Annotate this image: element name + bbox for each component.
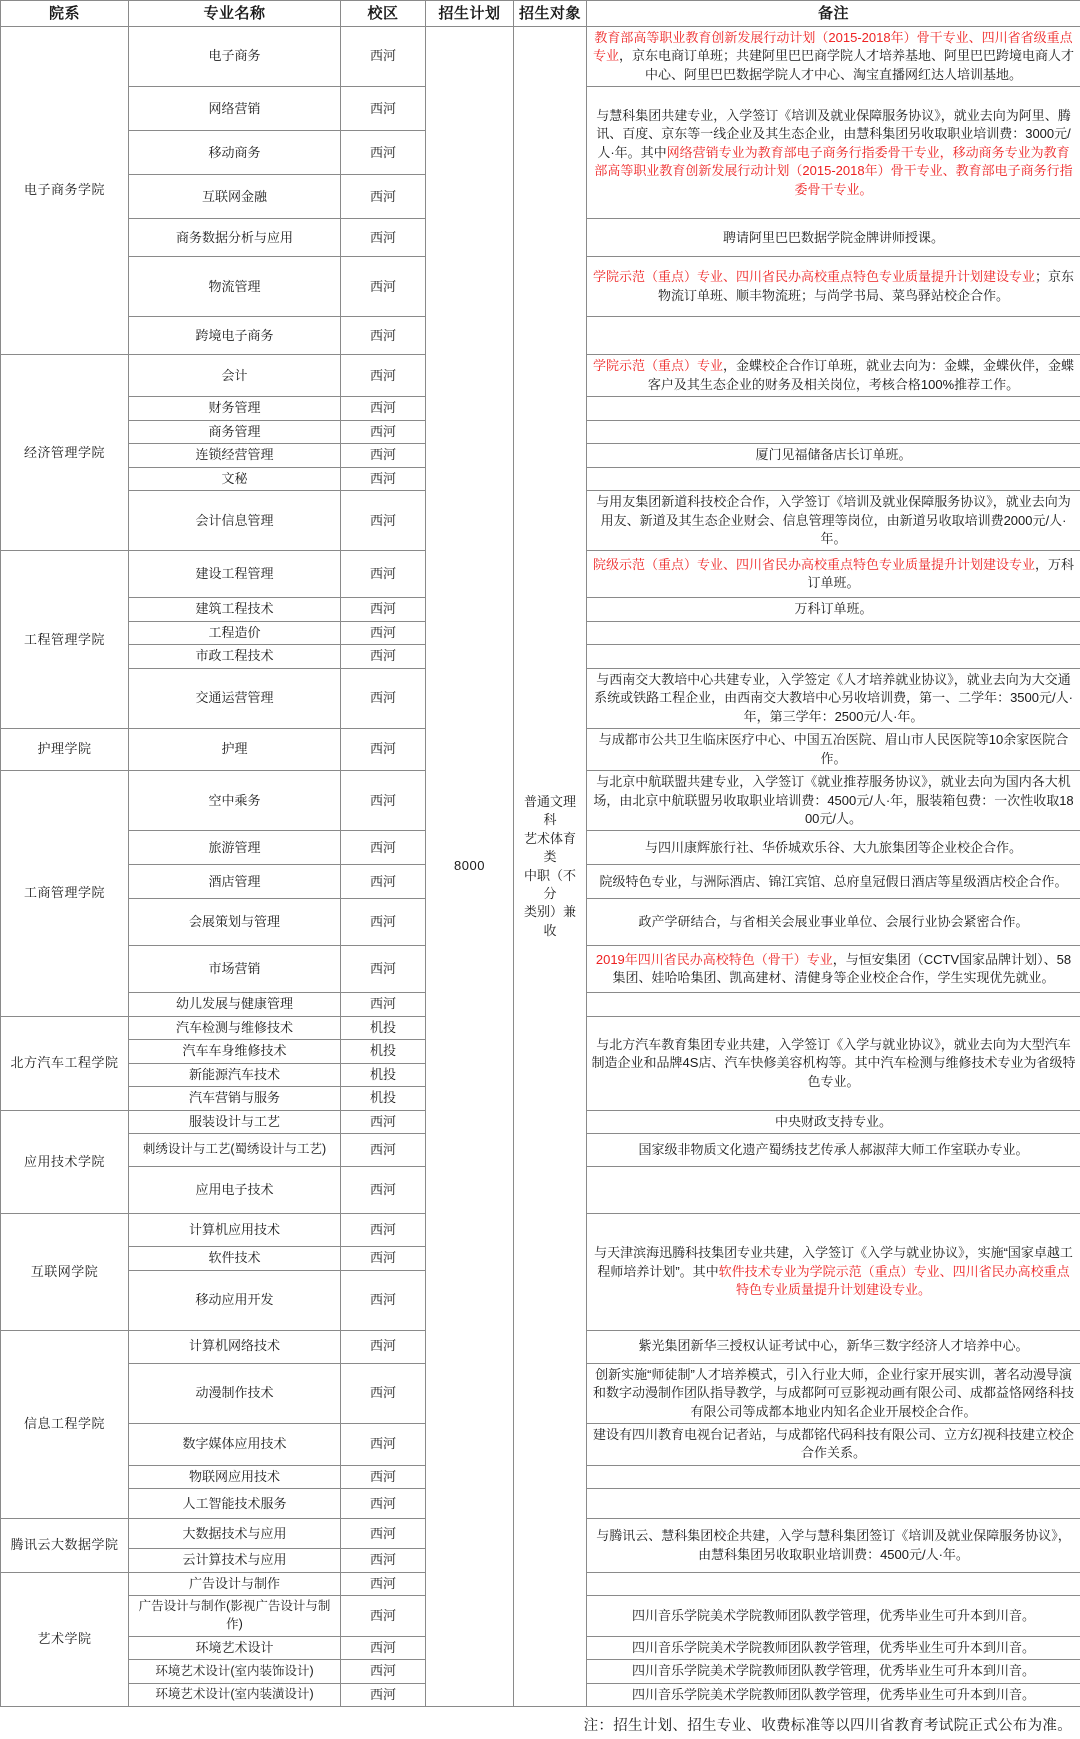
campus-cell: 西河 xyxy=(341,1489,426,1519)
department-cell: 腾讯云大数据学院 xyxy=(1,1519,129,1572)
campus-cell: 西河 xyxy=(341,899,426,946)
remark-text: ，金蝶校企合作订单班，就业去向为：金蝶，金蝶伙伴，金蝶客户及其生态企业的财务及相关岗位，考核合格100%推荐工作。 xyxy=(648,358,1074,391)
major-cell: 汽车车身维修技术 xyxy=(129,1040,341,1063)
major-cell: 物流管理 xyxy=(129,257,341,317)
campus-cell: 西河 xyxy=(341,131,426,175)
table-row xyxy=(1,27,1080,87)
campus-cell: 西河 xyxy=(341,1465,426,1488)
major-cell: 环境艺术设计 xyxy=(129,1636,341,1659)
remark-text: 紫光集团新华三授权认证考试中心，新华三数字经济人才培养中心。 xyxy=(638,1338,1028,1353)
remark-text: 与西南交大教培中心共建专业，入学签定《人才培养就业协议》，就业去向为大交通系统或铁路工程企业，由西南交大教培中心另收培训费，第一、二学年：3500元/人·年，第三学年：2500元/人·年。 xyxy=(594,672,1073,724)
remark-cell xyxy=(587,1110,1080,1133)
remark-cell xyxy=(587,87,1080,219)
major-cell: 建筑工程技术 xyxy=(129,598,341,621)
major-cell: 网络营销 xyxy=(129,87,341,131)
remark-text: 国家级非物质文化遗产蜀绣技艺传承人郝淑萍大师工作室联办专业。 xyxy=(638,1142,1028,1157)
major-cell: 空中乘务 xyxy=(129,771,341,831)
col-header-plan: 招生计划 xyxy=(426,1,514,27)
campus-cell: 西河 xyxy=(341,551,426,598)
campus-cell: 西河 xyxy=(341,1247,426,1270)
campus-cell: 西河 xyxy=(341,1519,426,1549)
remark-text: 四川音乐学院美术学院教师团队教学管理，优秀毕业生可升本到川音。 xyxy=(632,1663,1035,1678)
remark-cell xyxy=(587,467,1080,490)
remark-cell xyxy=(587,645,1080,668)
remark-text: 与北方汽车教育集团专业共建，入学签订《入学与就业协议》，就业去向为大型汽车制造企业和品牌4S店、汽车快修美容机构等。其中汽车检测与维修技术专业为省级特色专业。 xyxy=(592,1037,1076,1089)
remark-text: 中央财政支持专业。 xyxy=(775,1114,892,1129)
remark-text: 聘请阿里巴巴数据学院金牌讲师授课。 xyxy=(723,230,944,245)
major-cell: 应用电子技术 xyxy=(129,1167,341,1214)
remark-highlight-text: 软件技术专业为学院示范（重点）专业、四川省民办高校重点特色专业质量提升计划建设专业。 xyxy=(719,1264,1070,1297)
remark-cell xyxy=(587,1423,1080,1465)
major-cell: 计算机应用技术 xyxy=(129,1214,341,1247)
remark-highlight-text: 教育部高等职业教育创新发展行动计划（2015-2018年）骨干专业、四川省省级重点专业 xyxy=(593,30,1073,63)
remark-cell xyxy=(587,1489,1080,1519)
major-cell: 会展策划与管理 xyxy=(129,899,341,946)
campus-cell: 西河 xyxy=(341,1683,426,1706)
campus-cell: 机投 xyxy=(341,1016,426,1039)
remark-cell xyxy=(587,771,1080,831)
campus-cell: 西河 xyxy=(341,87,426,131)
department-cell: 互联网学院 xyxy=(1,1214,129,1330)
campus-cell: 西河 xyxy=(341,1110,426,1133)
header-row xyxy=(1,1,1080,27)
remark-cell xyxy=(587,1330,1080,1363)
major-cell: 人工智能技术服务 xyxy=(129,1489,341,1519)
remark-highlight-text: 学院示范（重点）专业 xyxy=(593,358,723,373)
campus-cell: 西河 xyxy=(341,1660,426,1683)
remark-cell xyxy=(587,355,1080,397)
campus-cell: 西河 xyxy=(341,1330,426,1363)
remark-text: 建设有四川教育电视台记者站，与成都铭代码科技有限公司、立方幻视科技建立校企合作关系。 xyxy=(593,1427,1074,1460)
campus-cell: 西河 xyxy=(341,491,426,551)
enrollment-target-cell xyxy=(514,27,587,1707)
major-cell: 移动应用开发 xyxy=(129,1270,341,1330)
remark-text: 与四川康辉旅行社、华侨城欢乐谷、大九旅集团等企业校企合作。 xyxy=(645,840,1022,855)
remark-text: 与成都市公共卫生临床医疗中心、中国五冶医院、眉山市人民医院等10余家医院合作。 xyxy=(599,732,1068,765)
campus-cell: 西河 xyxy=(341,668,426,728)
campus-cell: 西河 xyxy=(341,771,426,831)
remark-highlight-text: 学院示范（重点）专业、四川省民办高校重点特色专业质量提升计划建设专业 xyxy=(593,269,1035,284)
remark-text: 四川音乐学院美术学院教师团队教学管理，优秀毕业生可升本到川音。 xyxy=(632,1640,1035,1655)
remark-cell xyxy=(587,899,1080,946)
major-cell: 建设工程管理 xyxy=(129,551,341,598)
remark-cell xyxy=(587,598,1080,621)
major-cell: 刺绣设计与工艺(蜀绣设计与工艺) xyxy=(129,1134,341,1167)
remark-text: 万科订单班。 xyxy=(794,601,872,616)
remark-cell xyxy=(587,1596,1080,1637)
major-cell: 服装设计与工艺 xyxy=(129,1110,341,1133)
col-header-department: 院系 xyxy=(1,1,129,27)
col-header-campus: 校区 xyxy=(341,1,426,27)
major-cell: 云计算技术与应用 xyxy=(129,1549,341,1572)
major-cell: 连锁经营管理 xyxy=(129,444,341,467)
remark-cell xyxy=(587,219,1080,257)
campus-cell: 西河 xyxy=(341,598,426,621)
campus-cell: 西河 xyxy=(341,467,426,490)
major-cell: 汽车营销与服务 xyxy=(129,1087,341,1110)
campus-cell: 西河 xyxy=(341,257,426,317)
major-cell: 会计信息管理 xyxy=(129,491,341,551)
major-cell: 市场营销 xyxy=(129,946,341,993)
campus-cell: 西河 xyxy=(341,946,426,993)
table-body xyxy=(1,27,1080,1707)
campus-cell: 西河 xyxy=(341,1270,426,1330)
remark-text: 与腾讯云、慧科集团校企共建，入学与慧科集团签订《培训及就业保障服务协议》，由慧科集团另收取职业培训费：4500元/人·年。 xyxy=(596,1528,1071,1561)
campus-cell: 西河 xyxy=(341,1423,426,1465)
col-header-target: 招生对象 xyxy=(514,1,587,27)
major-cell: 商务管理 xyxy=(129,420,341,443)
major-cell: 软件技术 xyxy=(129,1247,341,1270)
remark-cell xyxy=(587,1167,1080,1214)
col-header-major: 专业名称 xyxy=(129,1,341,27)
remark-text: 院级特色专业，与洲际酒店、锦江宾馆、总府皇冠假日酒店等星级酒店校企合作。 xyxy=(599,874,1067,889)
remark-cell xyxy=(587,257,1080,317)
department-cell: 信息工程学院 xyxy=(1,1330,129,1519)
major-cell: 工程造价 xyxy=(129,621,341,644)
remark-cell xyxy=(587,317,1080,355)
enrollment-target-line: 普通文理科 xyxy=(518,793,582,830)
enrollment-target-line: 类别）兼收 xyxy=(518,903,582,940)
major-cell: 幼儿发展与健康管理 xyxy=(129,993,341,1016)
campus-cell: 西河 xyxy=(341,420,426,443)
campus-cell: 机投 xyxy=(341,1040,426,1063)
remark-text: 与慧科集团共建专业，入学签订《培训及就业保障服务协议》，就业去向为阿里、腾讯、百度、京东等一线企业及其生态企业，由慧科集团另收取职业培训费：3000元/人·年。其中 xyxy=(596,108,1071,160)
enrollment-target-line: 艺术体育类 xyxy=(518,830,582,867)
remark-text: 与北京中航联盟共建专业，入学签订《就业推荐服务协议》，就业去向为国内各大机场，由北京中航联盟另收取职业培训费：4500元/人·年，服装箱包费：一次性收取1800元/人。 xyxy=(593,774,1073,826)
remark-text: ，万科订单班。 xyxy=(807,557,1074,590)
major-cell: 电子商务 xyxy=(129,27,341,87)
campus-cell: 西河 xyxy=(341,645,426,668)
major-cell: 广告设计与制作(影视广告设计与制作) xyxy=(129,1596,341,1637)
remark-cell xyxy=(587,1519,1080,1572)
remark-cell xyxy=(587,1660,1080,1683)
major-cell: 环境艺术设计(室内装饰设计) xyxy=(129,1660,341,1683)
remark-text: 政产学研结合，与省相关会展业事业单位、会展行业协会紧密合作。 xyxy=(638,914,1028,929)
major-cell: 大数据技术与应用 xyxy=(129,1519,341,1549)
major-cell: 市政工程技术 xyxy=(129,645,341,668)
major-cell: 旅游管理 xyxy=(129,831,341,865)
remark-text: 四川音乐学院美术学院教师团队教学管理，优秀毕业生可升本到川音。 xyxy=(632,1608,1035,1623)
department-cell: 经济管理学院 xyxy=(1,355,129,551)
major-cell: 计算机网络技术 xyxy=(129,1330,341,1363)
enrollment-plan-cell: 8000 xyxy=(426,27,514,1707)
campus-cell: 西河 xyxy=(341,317,426,355)
remark-cell xyxy=(587,1016,1080,1110)
remark-text: 与天津滨海迅腾科技集团专业共建，入学签订《入学与就业协议》，实施“国家卓越工程师培养计划”。其中 xyxy=(594,1245,1073,1278)
campus-cell: 西河 xyxy=(341,831,426,865)
remark-highlight-text: 院级示范（重点）专业、四川省民办高校重点特色专业质量提升计划建设专业 xyxy=(593,557,1035,572)
campus-cell: 西河 xyxy=(341,621,426,644)
remark-cell xyxy=(587,865,1080,899)
major-cell: 商务数据分析与应用 xyxy=(129,219,341,257)
campus-cell: 西河 xyxy=(341,865,426,899)
remark-cell xyxy=(587,491,1080,551)
major-cell: 跨境电子商务 xyxy=(129,317,341,355)
remark-highlight-text: 网络营销专业为教育部电子商务行指委骨干专业，移动商务专业为教育部高等职业教育创新发展行动计划（2015-2018年）骨干专业、教育部电子商务行指委骨干专业。 xyxy=(594,145,1072,197)
campus-cell: 机投 xyxy=(341,1063,426,1086)
remark-cell xyxy=(587,1572,1080,1595)
campus-cell: 西河 xyxy=(341,1572,426,1595)
campus-cell: 西河 xyxy=(341,1636,426,1659)
campus-cell: 西河 xyxy=(341,397,426,420)
campus-cell: 西河 xyxy=(341,219,426,257)
remark-text: 创新实施“师徒制”人才培养模式，引入行业大师，企业行家开展实训，著名动漫导演和数字动漫制作团队指导教学，与成都阿可豆影视动画有限公司、成都益恪网络科技有限公司等成都本地业内知名企业开展校企合作。 xyxy=(593,1367,1074,1419)
major-cell: 会计 xyxy=(129,355,341,397)
campus-cell: 西河 xyxy=(341,1167,426,1214)
campus-cell: 西河 xyxy=(341,993,426,1016)
campus-cell: 西河 xyxy=(341,175,426,219)
remark-text: ，与恒安集团（CCTV国家品牌计划）、58集团、娃哈哈集团、凯高建材、清健身等企业校企合作，学生实现优先就业。 xyxy=(612,952,1071,985)
remark-text: 厦门见福储备店长订单班。 xyxy=(755,447,911,462)
major-cell: 动漫制作技术 xyxy=(129,1363,341,1423)
enrollment-target-line: 中职（不分 xyxy=(518,867,582,904)
department-cell: 北方汽车工程学院 xyxy=(1,1016,129,1110)
department-cell: 护理学院 xyxy=(1,729,129,771)
remark-cell xyxy=(587,993,1080,1016)
major-cell: 互联网金融 xyxy=(129,175,341,219)
table-header xyxy=(1,1,1080,27)
campus-cell: 西河 xyxy=(341,444,426,467)
remark-cell xyxy=(587,1683,1080,1706)
department-cell: 工程管理学院 xyxy=(1,551,129,729)
remark-cell xyxy=(587,551,1080,598)
remark-cell xyxy=(587,831,1080,865)
remark-text: 与用友集团新道科技校企合作，入学签订《培训及就业保障服务协议》，就业去向为用友、新道及其生态企业财会、信息管理等岗位，由新道另收取培训费2000元/人·年。 xyxy=(596,494,1071,546)
campus-cell: 西河 xyxy=(341,27,426,87)
major-cell: 护理 xyxy=(129,729,341,771)
remark-highlight-text: 2019年四川省民办高校特色（骨干）专业 xyxy=(596,952,833,967)
major-cell: 新能源汽车技术 xyxy=(129,1063,341,1086)
remark-text: ，京东电商订单班；共建阿里巴巴商学院人才培养基地、阿里巴巴跨境电商人才中心、阿里巴巴数据学院人才中心、淘宝直播网红达人培训基地。 xyxy=(619,48,1074,81)
remark-text: ；京东物流订单班、顺丰物流班；与尚学书局、菜鸟驿站校企合作。 xyxy=(658,269,1074,302)
remark-cell xyxy=(587,420,1080,443)
footer-note: 注：招生计划、招生专业、收费标准等以四川省教育考试院正式公布为准。 xyxy=(0,1707,1080,1739)
remark-cell xyxy=(587,1214,1080,1330)
major-cell: 酒店管理 xyxy=(129,865,341,899)
campus-cell: 机投 xyxy=(341,1087,426,1110)
campus-cell: 西河 xyxy=(341,1596,426,1637)
major-cell: 财务管理 xyxy=(129,397,341,420)
department-cell: 艺术学院 xyxy=(1,1572,129,1706)
remark-cell xyxy=(587,397,1080,420)
remark-cell xyxy=(587,27,1080,87)
remark-cell xyxy=(587,444,1080,467)
major-cell: 数字媒体应用技术 xyxy=(129,1423,341,1465)
remark-cell xyxy=(587,621,1080,644)
department-cell: 应用技术学院 xyxy=(1,1110,129,1213)
campus-cell: 西河 xyxy=(341,1363,426,1423)
remark-cell xyxy=(587,1636,1080,1659)
remark-cell xyxy=(587,1134,1080,1167)
campus-cell: 西河 xyxy=(341,1549,426,1572)
col-header-remark: 备注 xyxy=(587,1,1080,27)
major-cell: 环境艺术设计(室内装潢设计) xyxy=(129,1683,341,1706)
department-cell: 工商管理学院 xyxy=(1,771,129,1017)
remark-text: 四川音乐学院美术学院教师团队教学管理，优秀毕业生可升本到川音。 xyxy=(632,1687,1035,1702)
remark-cell xyxy=(587,668,1080,728)
campus-cell: 西河 xyxy=(341,355,426,397)
major-cell: 文秘 xyxy=(129,467,341,490)
major-cell: 物联网应用技术 xyxy=(129,1465,341,1488)
department-cell: 电子商务学院 xyxy=(1,27,129,355)
remark-cell xyxy=(587,946,1080,993)
campus-cell: 西河 xyxy=(341,1134,426,1167)
remark-cell xyxy=(587,729,1080,771)
major-cell: 移动商务 xyxy=(129,131,341,175)
major-cell: 广告设计与制作 xyxy=(129,1572,341,1595)
campus-cell: 西河 xyxy=(341,1214,426,1247)
major-cell: 汽车检测与维修技术 xyxy=(129,1016,341,1039)
remark-cell xyxy=(587,1465,1080,1488)
remark-cell xyxy=(587,1363,1080,1423)
major-cell: 交通运营管理 xyxy=(129,668,341,728)
campus-cell: 西河 xyxy=(341,729,426,771)
